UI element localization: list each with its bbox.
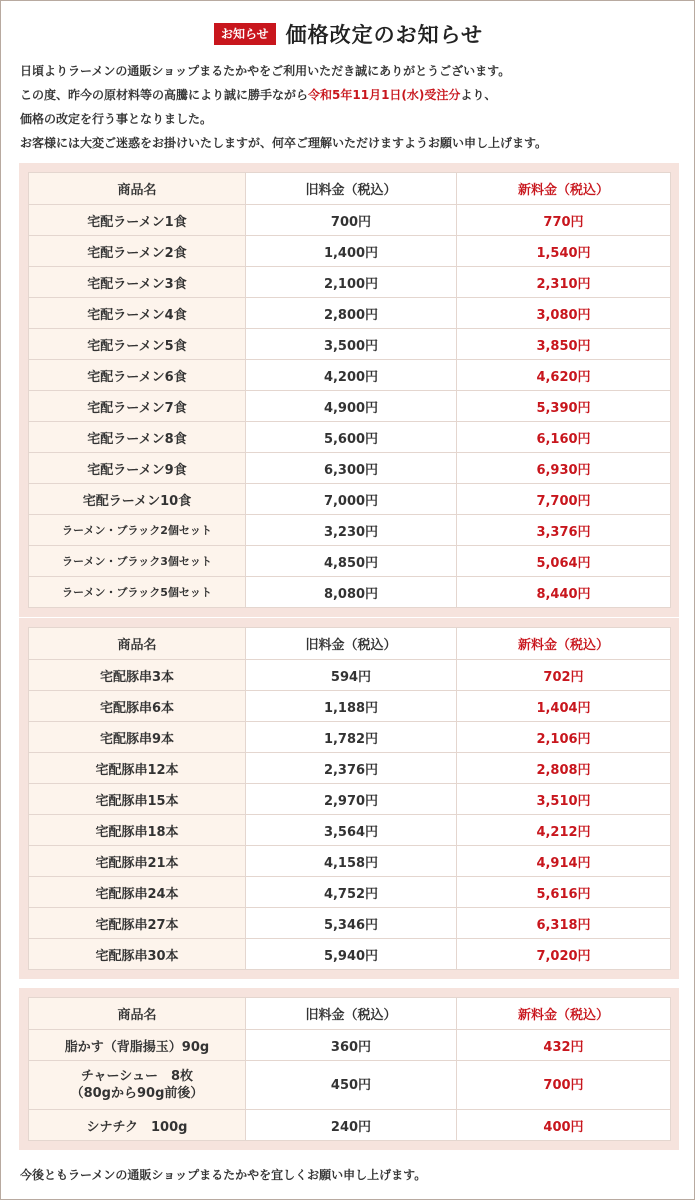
page-title: 価格改定のお知らせ	[285, 23, 483, 47]
old-price: 594円	[246, 660, 457, 691]
old-price: 8,080円	[246, 577, 457, 608]
table-row	[29, 205, 671, 236]
product-name: 宅配豚串24本	[29, 877, 246, 908]
table-header-row	[29, 628, 671, 660]
new-price: 2,808円	[457, 753, 671, 784]
product-name: 宅配豚串27本	[29, 908, 246, 939]
new-price: 7,700円	[457, 484, 671, 515]
table-row	[29, 422, 671, 453]
header-name: 商品名	[29, 173, 246, 205]
product-name	[29, 1061, 246, 1110]
table-row	[29, 360, 671, 391]
product-name: 宅配豚串6本	[29, 691, 246, 722]
product-name: ラーメン・ブラック5個セット	[29, 577, 246, 608]
old-price: 4,900円	[246, 391, 457, 422]
old-price: 3,500円	[246, 329, 457, 360]
product-name: 宅配ラーメン6食	[29, 360, 246, 391]
old-price: 360円	[246, 1030, 457, 1061]
new-price: 6,930円	[457, 453, 671, 484]
table-row	[29, 484, 671, 515]
new-price: 770円	[457, 205, 671, 236]
table-row	[29, 908, 671, 939]
ramen-price-table	[28, 172, 671, 608]
table-row	[29, 660, 671, 691]
header-name: 商品名	[29, 998, 246, 1030]
table-row	[29, 1061, 671, 1110]
product-name-line-2: （80gから90g前後）	[70, 1086, 204, 1101]
new-price: 700円	[457, 1061, 671, 1110]
new-price: 3,376円	[457, 515, 671, 546]
new-price: 5,616円	[457, 877, 671, 908]
new-price: 400円	[457, 1110, 671, 1141]
old-price: 5,940円	[246, 939, 457, 970]
new-price: 2,106円	[457, 722, 671, 753]
product-name: 宅配ラーメン5食	[29, 329, 246, 360]
table-row	[29, 784, 671, 815]
new-price: 1,540円	[457, 236, 671, 267]
old-price: 2,800円	[246, 298, 457, 329]
new-price: 4,620円	[457, 360, 671, 391]
product-name: 宅配ラーメン2食	[29, 236, 246, 267]
new-price: 8,440円	[457, 577, 671, 608]
table-row	[29, 236, 671, 267]
product-name: 宅配ラーメン7食	[29, 391, 246, 422]
header-new-price: 新料金（税込）	[457, 173, 671, 205]
table-row	[29, 453, 671, 484]
new-price: 3,510円	[457, 784, 671, 815]
new-price: 6,160円	[457, 422, 671, 453]
product-name-line-1: チャーシュー 8枚	[80, 1069, 194, 1084]
header-new-price: 新料金（税込）	[457, 628, 671, 660]
new-price: 432円	[457, 1030, 671, 1061]
new-price: 6,318円	[457, 908, 671, 939]
new-price: 5,390円	[457, 391, 671, 422]
product-name: 宅配ラーメン1食	[29, 205, 246, 236]
table-row	[29, 391, 671, 422]
table-row	[29, 877, 671, 908]
intro-line-2	[20, 83, 680, 107]
intro-line-2-end: より、	[460, 88, 497, 102]
old-price: 4,752円	[246, 877, 457, 908]
old-price: 1,400円	[246, 236, 457, 267]
new-price: 4,914円	[457, 846, 671, 877]
table-row	[29, 329, 671, 360]
old-price: 450円	[246, 1061, 457, 1110]
new-price: 702円	[457, 660, 671, 691]
footer-message: 今後ともラーメンの通販ショップまるたかやを宜しくお願い申し上げます。	[20, 1168, 427, 1182]
old-price: 3,564円	[246, 815, 457, 846]
new-price: 5,064円	[457, 546, 671, 577]
title-row	[1, 19, 695, 49]
product-name: 宅配豚串12本	[29, 753, 246, 784]
new-price: 4,212円	[457, 815, 671, 846]
header-old-price: 旧料金（税込）	[246, 998, 457, 1030]
product-name: 宅配豚串30本	[29, 939, 246, 970]
product-name: 宅配ラーメン10食	[29, 484, 246, 515]
product-name: 宅配ラーメン4食	[29, 298, 246, 329]
butakushi-price-panel	[19, 618, 679, 979]
product-name: 宅配ラーメン3食	[29, 267, 246, 298]
product-name: 脂かす（背脂揚玉）90g	[29, 1030, 246, 1061]
table-row	[29, 722, 671, 753]
ramen-price-panel	[19, 163, 679, 617]
table-row	[29, 1030, 671, 1061]
table-row	[29, 846, 671, 877]
table-row	[29, 515, 671, 546]
header-old-price: 旧料金（税込）	[246, 628, 457, 660]
header-name: 商品名	[29, 628, 246, 660]
product-name: 宅配豚串9本	[29, 722, 246, 753]
header-old-price: 旧料金（税込）	[246, 173, 457, 205]
product-name: 宅配豚串18本	[29, 815, 246, 846]
intro-line-2-start: この度、昨今の原材料等の高騰により誠に勝手ながら	[20, 88, 309, 102]
old-price: 3,230円	[246, 515, 457, 546]
old-price: 2,100円	[246, 267, 457, 298]
product-name: 宅配ラーメン9食	[29, 453, 246, 484]
table-row	[29, 267, 671, 298]
product-name: シナチク 100g	[29, 1110, 246, 1141]
old-price: 6,300円	[246, 453, 457, 484]
new-price: 7,020円	[457, 939, 671, 970]
product-name: 宅配ラーメン8食	[29, 422, 246, 453]
table-row	[29, 1110, 671, 1141]
topping-price-panel	[19, 988, 679, 1150]
table-row	[29, 577, 671, 608]
table-header-row	[29, 173, 671, 205]
table-header-row	[29, 998, 671, 1030]
notice-badge: お知らせ	[214, 23, 276, 45]
new-price: 3,080円	[457, 298, 671, 329]
product-name: 宅配豚串15本	[29, 784, 246, 815]
old-price: 1,782円	[246, 722, 457, 753]
old-price: 240円	[246, 1110, 457, 1141]
topping-price-table	[28, 997, 671, 1141]
old-price: 2,970円	[246, 784, 457, 815]
old-price: 5,600円	[246, 422, 457, 453]
intro-line-4: お客様には大変ご迷惑をお掛けいたしますが、何卒ご理解いただけますようお願い申し上げます。	[20, 136, 548, 150]
old-price: 4,200円	[246, 360, 457, 391]
product-name: 宅配豚串3本	[29, 660, 246, 691]
intro-line-3: 価格の改定を行う事となりました。	[20, 112, 213, 126]
old-price: 7,000円	[246, 484, 457, 515]
table-row	[29, 546, 671, 577]
butakushi-price-table	[28, 627, 671, 970]
intro-text	[20, 59, 680, 155]
table-row	[29, 691, 671, 722]
old-price: 4,850円	[246, 546, 457, 577]
new-price: 1,404円	[457, 691, 671, 722]
new-price: 2,310円	[457, 267, 671, 298]
old-price: 1,188円	[246, 691, 457, 722]
header-new-price: 新料金（税込）	[457, 998, 671, 1030]
new-price: 3,850円	[457, 329, 671, 360]
old-price: 2,376円	[246, 753, 457, 784]
table-row	[29, 753, 671, 784]
table-row	[29, 298, 671, 329]
intro-line-1: 日頃よりラーメンの通販ショップまるたかやをご利用いただき誠にありがとうございます。	[20, 64, 511, 78]
table-row	[29, 815, 671, 846]
product-name: ラーメン・ブラック3個セット	[29, 546, 246, 577]
table-row	[29, 939, 671, 970]
old-price: 700円	[246, 205, 457, 236]
old-price: 4,158円	[246, 846, 457, 877]
effective-date: 令和5年11月1日(水)受注分	[308, 88, 461, 102]
product-name: ラーメン・ブラック2個セット	[29, 515, 246, 546]
old-price: 5,346円	[246, 908, 457, 939]
product-name: 宅配豚串21本	[29, 846, 246, 877]
